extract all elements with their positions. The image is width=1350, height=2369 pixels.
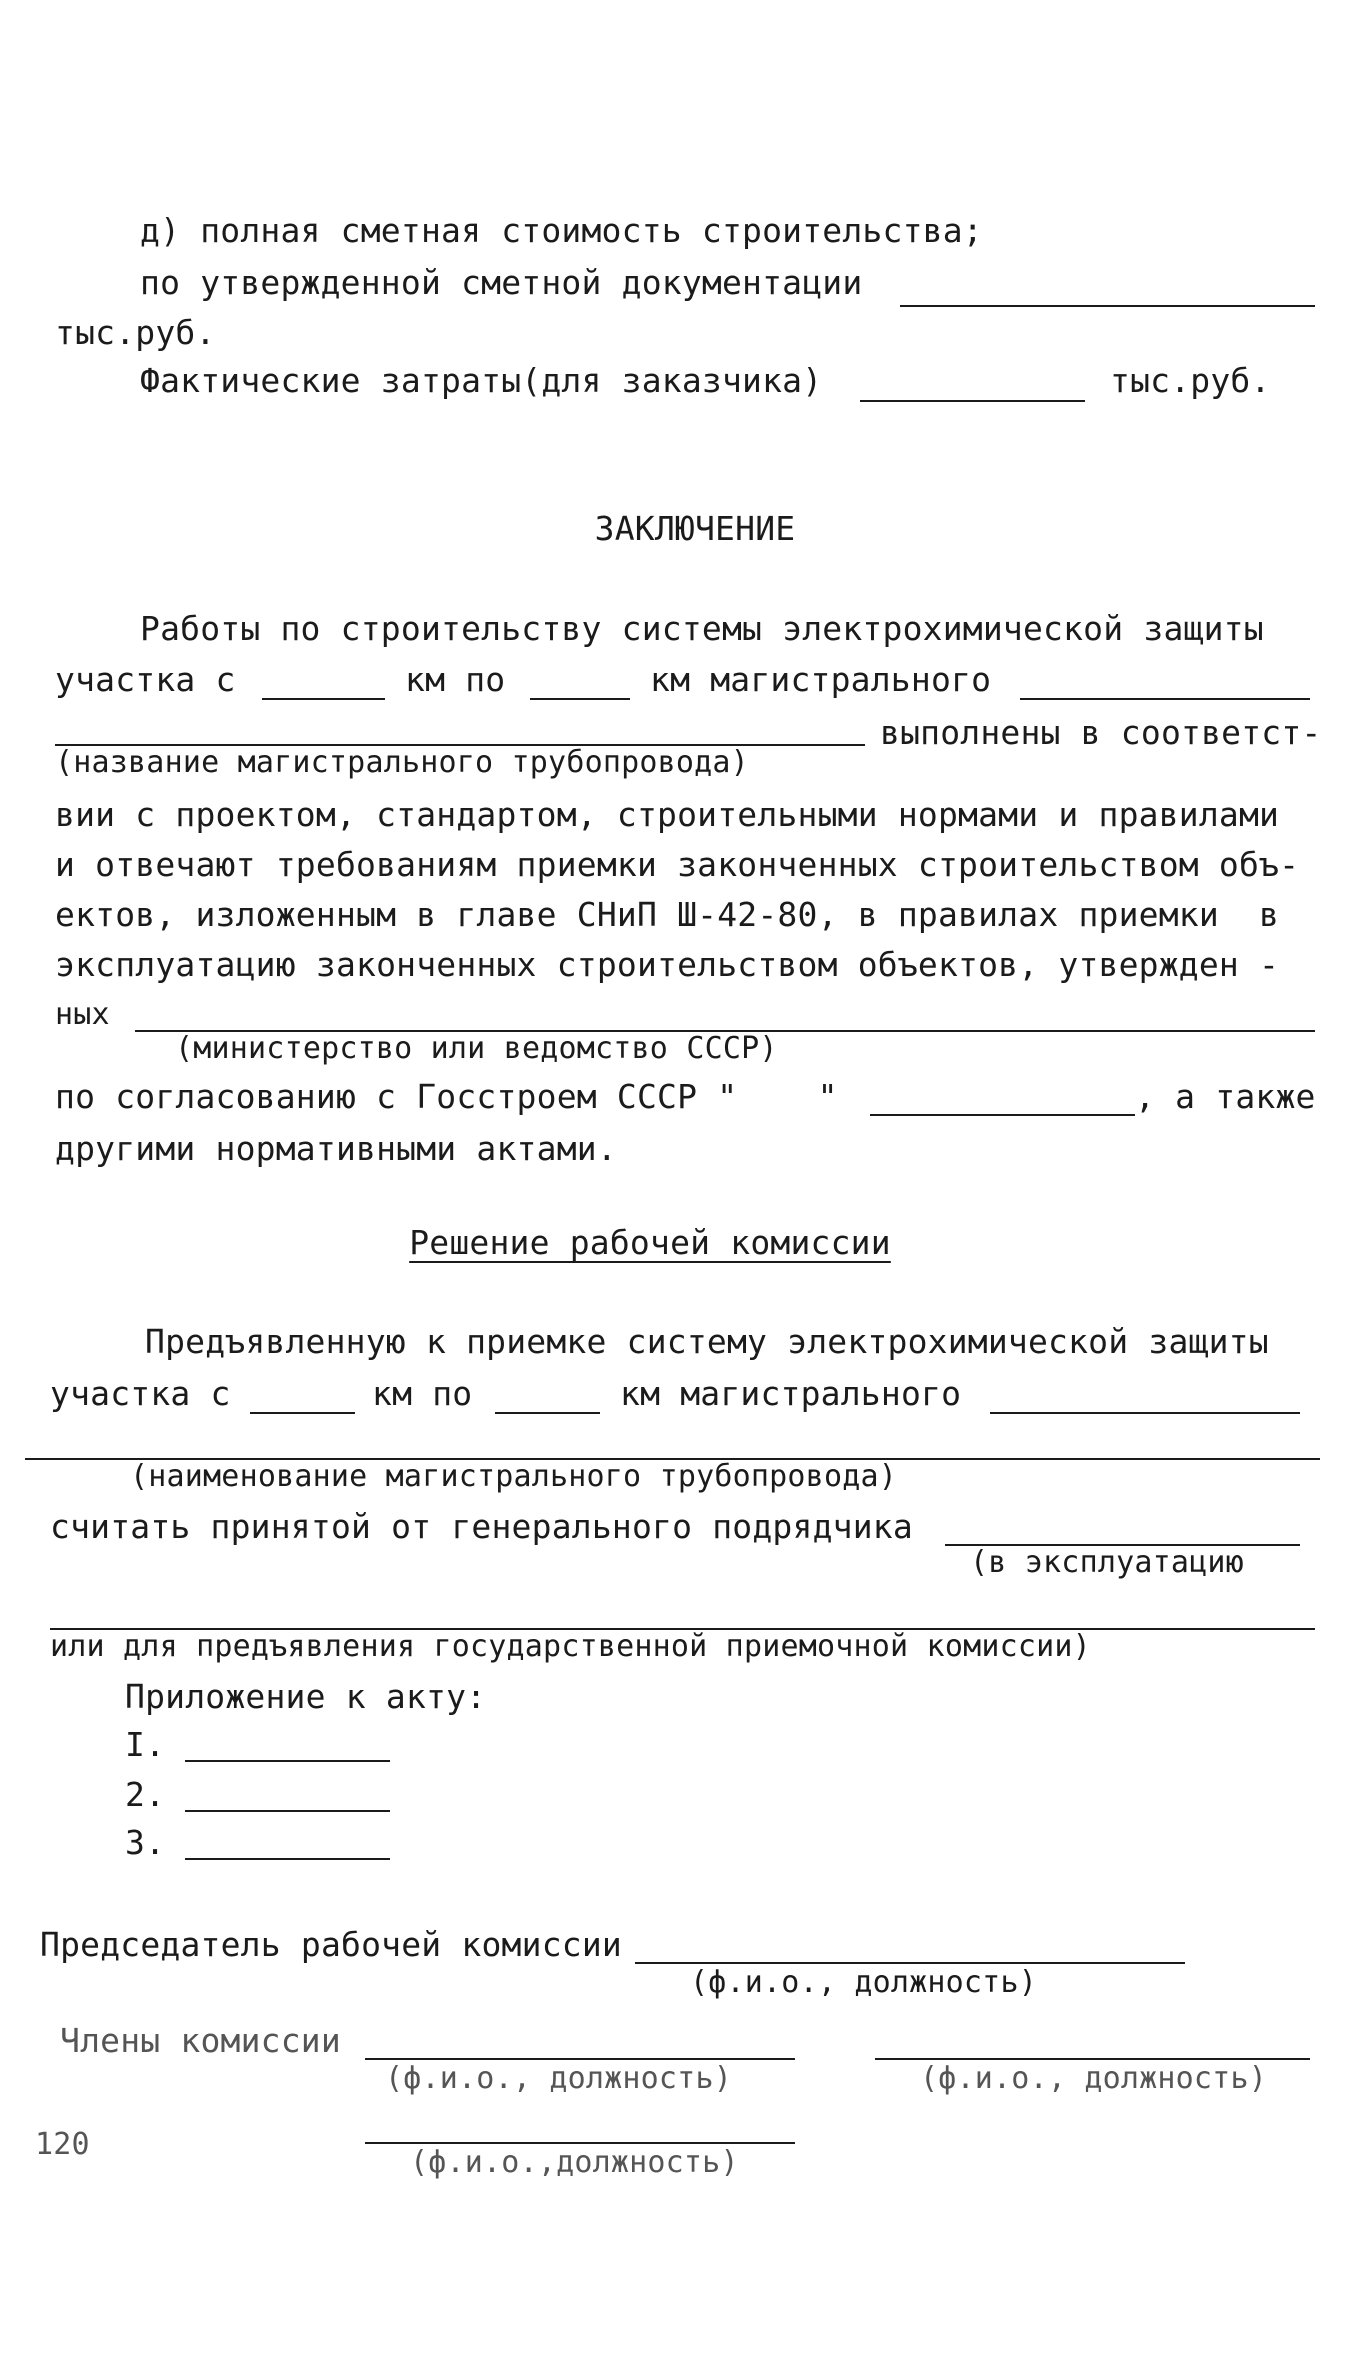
member-3-signature-blank[interactable]	[365, 2142, 795, 2144]
appendix-label: Приложение к акту:	[125, 1677, 487, 1716]
decision-operation-caption: (в эксплуатацию	[970, 1545, 1244, 1580]
cost-approved-label: по утвержденной сметной документации	[140, 263, 863, 302]
decision-pipeline-caption: (наименование магистрального трубопровода)	[130, 1459, 897, 1494]
conclusion-km-from-blank[interactable]	[262, 698, 385, 700]
cost-approved-unit: тыс.руб.	[55, 313, 216, 352]
conclusion-pipeline-caption: (название магистрального трубопровода)	[55, 745, 749, 780]
cost-line-d: д) полная сметная стоимость строительства;	[140, 211, 983, 250]
member-1-signature-blank[interactable]	[365, 2058, 795, 2060]
member-2-signature-blank[interactable]	[875, 2058, 1310, 2060]
member-3-caption: (ф.и.о.,должность)	[410, 2145, 739, 2180]
member-1-caption: (ф.и.о., должность)	[385, 2061, 732, 2096]
decision-section-from: участка с	[50, 1374, 231, 1413]
chairman-signature-blank[interactable]	[635, 1962, 1185, 1964]
decision-km-to-blank[interactable]	[495, 1412, 600, 1414]
conclusion-km-main: км магистрального	[650, 660, 992, 699]
conclusion-line-5: и отвечают требованиям приемки законченных строительством объ-	[55, 845, 1300, 884]
decision-commission-caption: или для предъявления государственной приемочной комиссии)	[50, 1629, 1091, 1664]
conclusion-line-4: вии с проектом, стандартом, строительными нормами и правилами	[55, 795, 1280, 834]
cost-actual-label: Фактические затраты(для заказчика)	[140, 361, 823, 400]
decision-km-to: км по	[372, 1374, 473, 1413]
decision-line-1: Предъявленную к приемке систему электрохимической защиты	[145, 1322, 1269, 1361]
decision-accept-from: считать принятой от генерального подрядчика	[50, 1507, 913, 1546]
conclusion-line-7: эксплуатацию законченных строительством объектов, утвержден -	[55, 945, 1280, 984]
appendix-item-1-blank[interactable]	[185, 1760, 390, 1762]
page-number: 120	[35, 2127, 90, 2162]
conclusion-line-10: другими нормативными актами.	[55, 1129, 617, 1168]
decision-pipeline-blank-1[interactable]	[990, 1412, 1300, 1414]
conclusion-approved-by: ных	[55, 997, 110, 1032]
chairman-label: Председатель рабочей комиссии	[40, 1925, 622, 1964]
appendix-item-1: I.	[125, 1725, 166, 1764]
conclusion-km-to: км по	[405, 660, 506, 699]
conclusion-line-6: ектов, изложенным в главе СНиП Ш-42-80, в правилах приемки в	[55, 895, 1280, 934]
decision-km-main: км магистрального	[620, 1374, 962, 1413]
conclusion-as-well: , а также	[1135, 1077, 1316, 1116]
conclusion-agreement: по согласованию с Госстроем СССР " "	[55, 1077, 838, 1116]
conclusion-heading: ЗАКЛЮЧЕНИЕ	[594, 509, 796, 548]
conclusion-pipeline-blank-1[interactable]	[1020, 698, 1310, 700]
appendix-item-3-blank[interactable]	[185, 1858, 390, 1860]
chairman-caption: (ф.и.о., должность)	[690, 1965, 1037, 2000]
cost-actual-blank[interactable]	[860, 400, 1085, 402]
conclusion-line-1: Работы по строительству системы электрохимической защиты	[140, 609, 1264, 648]
conclusion-performed: выполнены в соответст-	[880, 713, 1322, 752]
members-label: Члены комиссии	[60, 2021, 341, 2060]
cost-actual-unit: тыс.руб.	[1110, 361, 1271, 400]
member-2-caption: (ф.и.о., должность)	[920, 2061, 1267, 2096]
conclusion-km-to-blank[interactable]	[530, 698, 630, 700]
conclusion-section-from: участка с	[55, 660, 236, 699]
conclusion-ministry-caption: (министерство или ведомство СССР)	[175, 1031, 778, 1066]
cost-approved-blank[interactable]	[900, 305, 1315, 307]
appendix-item-2-blank[interactable]	[185, 1810, 390, 1812]
decision-km-from-blank[interactable]	[250, 1412, 355, 1414]
appendix-item-2: 2.	[125, 1775, 166, 1814]
conclusion-agreement-date-blank[interactable]	[870, 1114, 1135, 1116]
decision-heading: Решение рабочей комиссии	[409, 1223, 891, 1262]
appendix-item-3: 3.	[125, 1823, 166, 1862]
